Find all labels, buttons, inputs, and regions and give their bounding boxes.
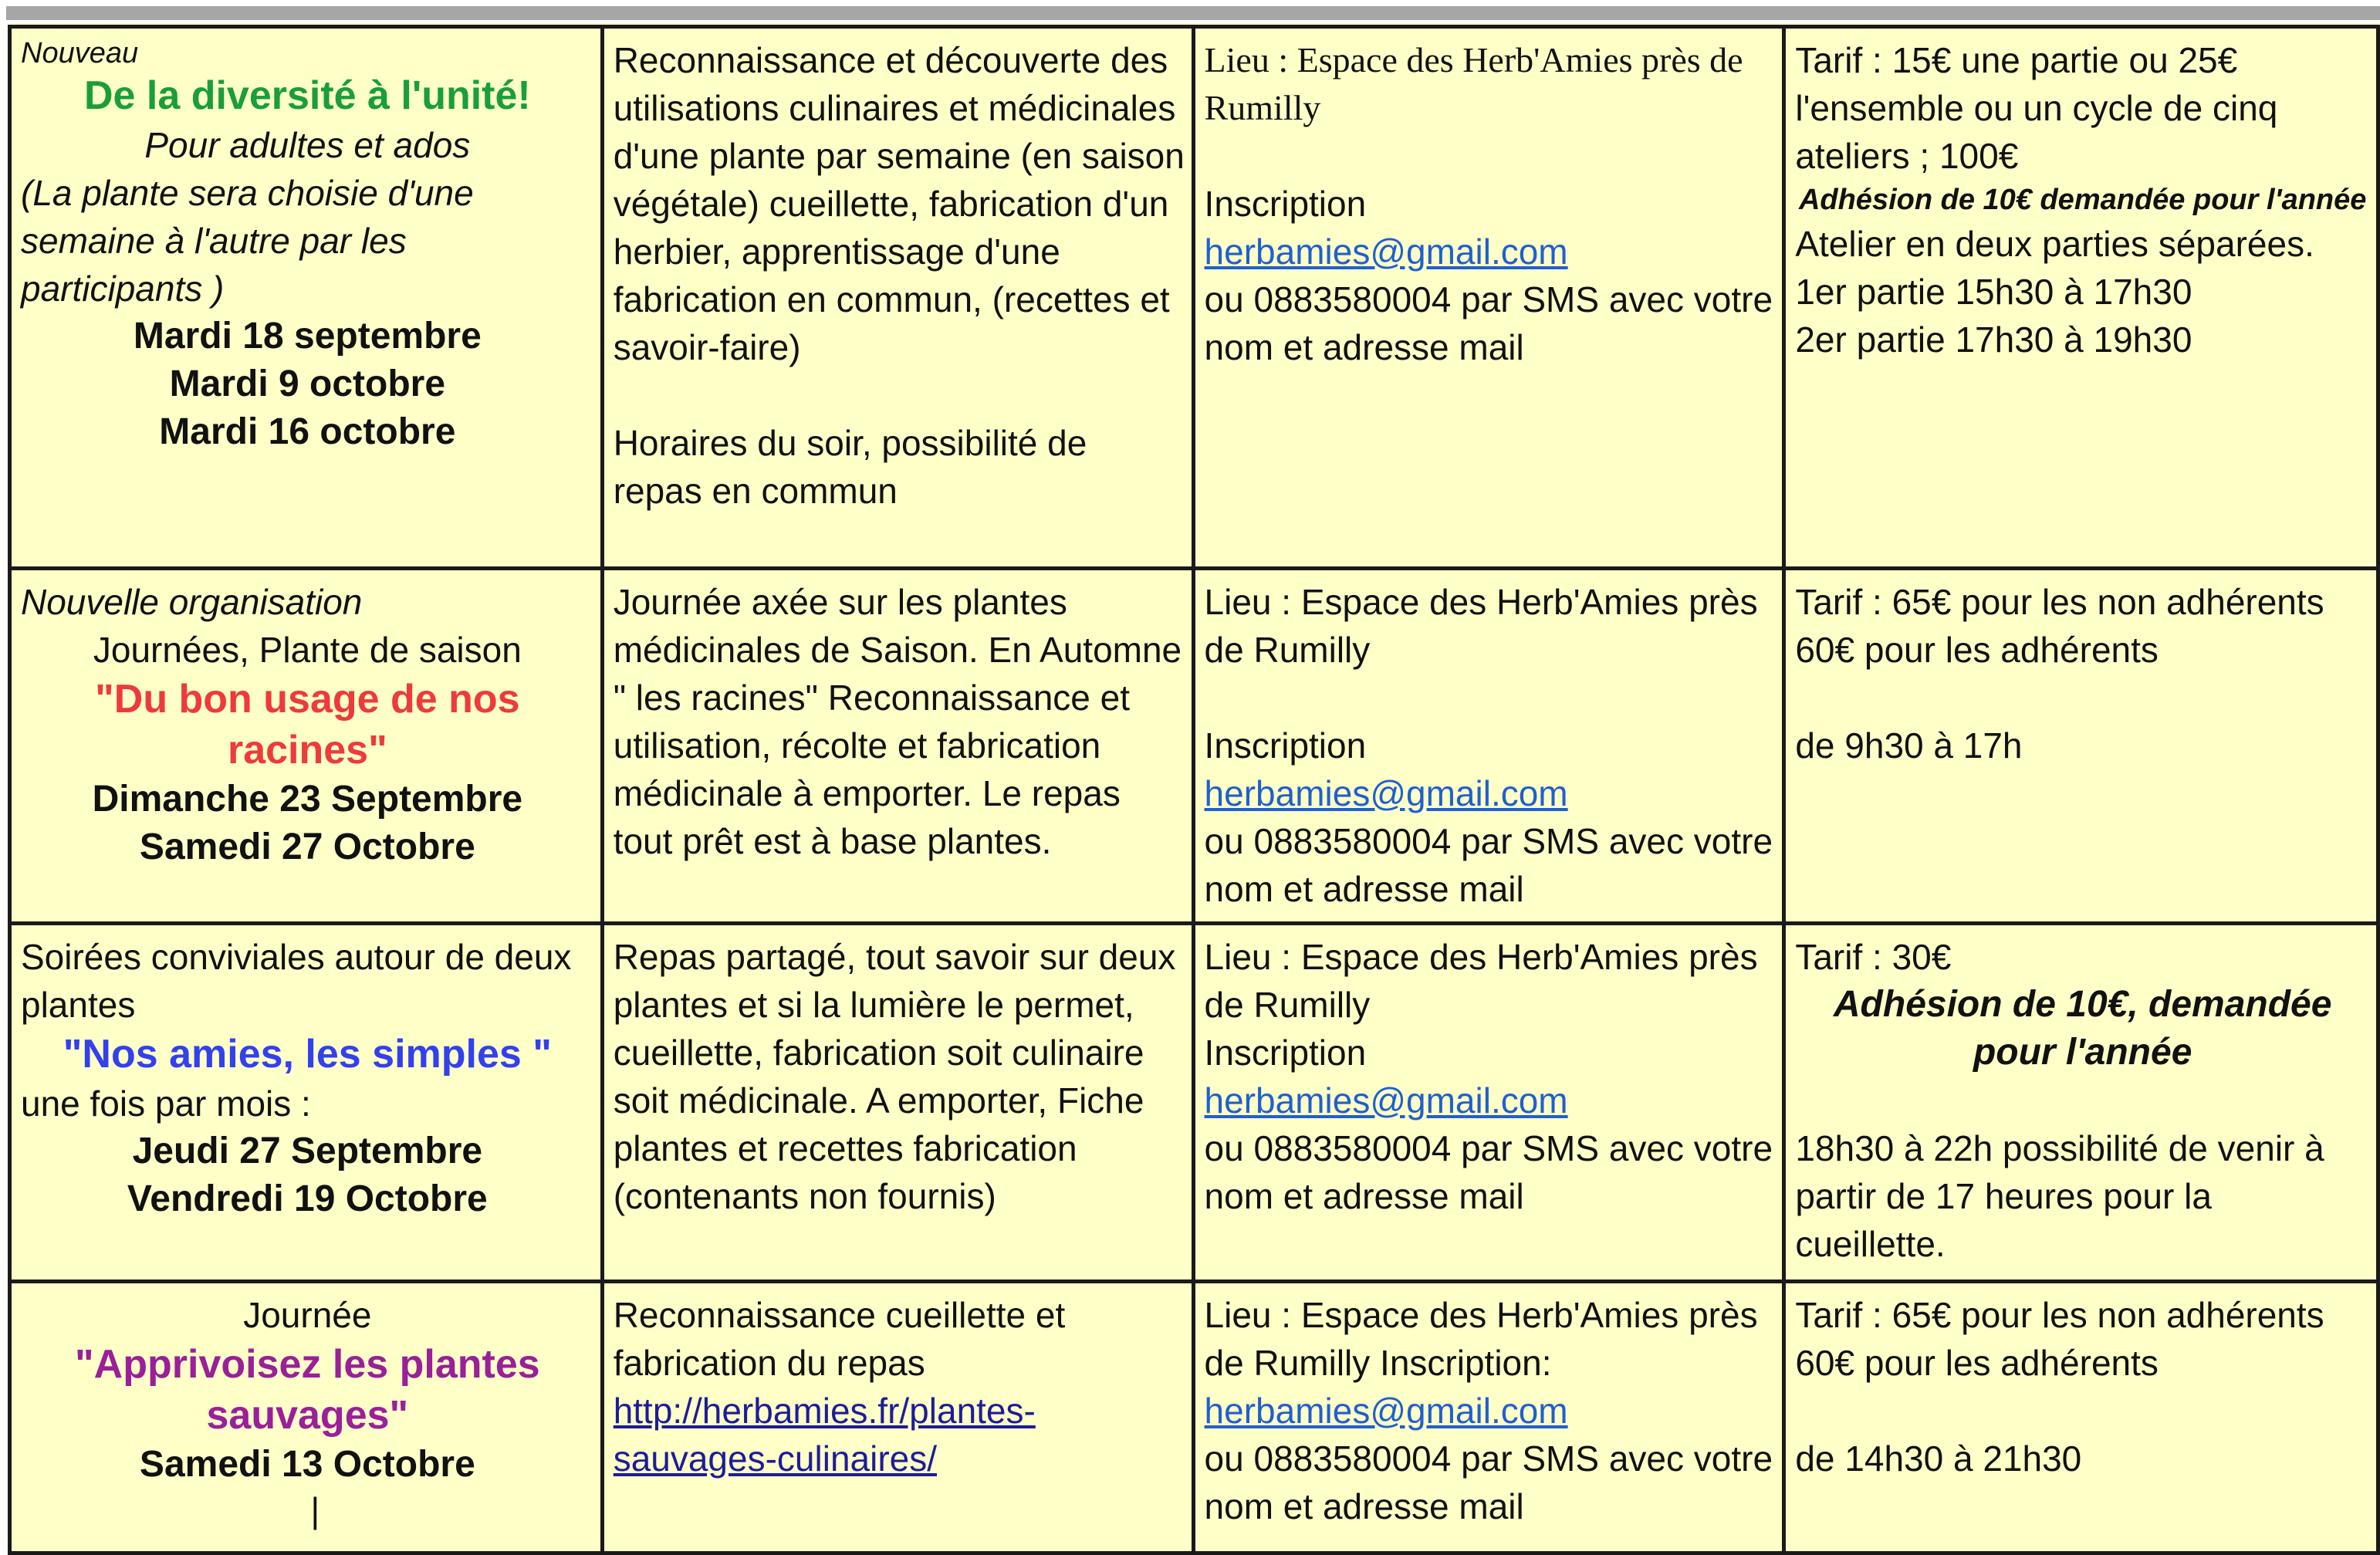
activity-note: (La plante sera choisie d'une semaine à l'autre par les participants ) [21,173,474,309]
inscription-label: Inscription [1204,184,1367,224]
day-tag: Journée [243,1295,372,1335]
description-text: Reconnaissance cueillette et fabrication du repas [613,1295,1066,1383]
activity-cell[interactable] [10,27,603,569]
location-text: Lieu : Espace des Herb'Amies près de Rumilly [1204,937,1758,1025]
description-cell[interactable] [602,27,1193,569]
description-text: Reconnaissance et découverte des utilisations culinaires et médicinales d'une plante par semaine (en saison végétale) cueillette, fabrication d'un herbier, apprentissage d'une fabrication en commun, (recettes et savoir-faire) [613,40,1185,367]
session-date: Mardi 18 septembre [133,316,482,357]
email-link[interactable]: herbamies@gmail.com [1204,1391,1568,1431]
session-date: Mardi 16 octobre [159,411,456,452]
location-cell[interactable] [1193,569,1784,924]
description-cell[interactable] [602,569,1193,924]
description-text: Repas partagé, tout savoir sur deux plantes et si la lumière le permet, cueillette, fabrication soit culinaire soit médicinale. A emporter, Fiche plantes et recettes fabrication (contenants non fournis) [613,937,1176,1216]
inscription-label: Inscription [1204,1033,1367,1073]
price-member: 60€ pour les adhérents [1795,630,2159,670]
phone-text: ou 0883580004 par SMS avec votre nom et adresse mail [1204,1438,1773,1526]
phone-text: ou 0883580004 par SMS avec votre nom et adresse mail [1204,821,1773,909]
activity-subtitle: Journées, Plante de saison [93,630,522,670]
email-link[interactable]: herbamies@gmail.com [1204,1080,1568,1121]
pricing-cell[interactable] [1784,924,2378,1282]
price-member: 60€ pour les adhérents [1795,1343,2159,1383]
location-cell[interactable] [1193,27,1784,569]
pricing-cell[interactable] [1784,1282,2378,1553]
session-date: Mardi 9 octobre [169,363,446,404]
membership-text: Adhésion de 10€, demandée pour l'année [1833,984,2332,1073]
email-link[interactable]: herbamies@gmail.com [1204,773,1568,813]
phone-text: ou 0883580004 par SMS avec votre nom et adresse mail [1204,1128,1773,1216]
session-date: Dimanche 23 Septembre [92,779,523,820]
table-row [10,924,2378,1282]
activity-cell[interactable] [10,569,603,924]
window-top-bar [6,6,2380,20]
location-cell[interactable] [1193,1282,1784,1553]
hours-text: 18h30 à 22h possibilité de venir à partir de 17 heures pour la cueillette. [1795,1128,2324,1264]
pricing-cell[interactable] [1784,569,2378,924]
description-cell[interactable] [602,1282,1193,1553]
location-text: Lieu : Espace des Herb'Amies près de Rumilly [1204,582,1758,670]
description-text-extra: Horaires du soir, possibilité de repas en commun [613,423,1087,511]
activity-cell[interactable] [10,1282,603,1553]
table-row [10,27,2378,569]
pricing-cell[interactable] [1784,27,2378,569]
session-date: Samedi 27 Octobre [139,827,475,867]
location-text: Lieu : Espace des Herb'Amies près de Rumilly [1204,40,1743,127]
schedule-part-1: 1er partie 15h30 à 17h30 [1795,272,2192,312]
table-row [10,1282,2378,1553]
activity-cell[interactable] [10,924,603,1282]
activity-title: "Du bon usage de nos racines" [95,677,520,772]
price-text: Tarif : 15€ une partie ou 25€ l'ensemble ou un cycle de cinq ateliers ; 100€ [1795,40,2278,176]
activity-title: "Nos amies, les simples " [63,1032,552,1077]
new-organisation-tag: Nouvelle organisation [21,582,363,622]
activity-title: De la diversité à l'unité! [83,73,531,118]
frequency-text: une fois par mois : [21,1083,311,1124]
price-non-member: Tarif : 65€ pour les non adhérents [1795,582,2324,622]
workshop-info: Atelier en deux parties séparées. [1795,224,2314,264]
session-date: Jeudi 27 Septembre [132,1131,483,1171]
table-row [10,569,2378,924]
email-link[interactable]: herbamies@gmail.com [1204,232,1568,272]
schedule-part-2: 2er partie 17h30 à 19h30 [1795,319,2192,360]
session-date: Vendredi 19 Octobre [127,1178,488,1219]
hours-text: de 14h30 à 21h30 [1795,1438,2082,1479]
activity-intro: Soirées conviviales autour de deux plantes [21,937,572,1025]
inscription-label: Inscription [1204,725,1367,766]
phone-text: ou 0883580004 par SMS avec votre nom et adresse mail [1204,279,1773,367]
description-cell[interactable] [602,924,1193,1282]
activity-title: "Apprivoisez les plantes sauvages" [75,1342,540,1438]
location-text: Lieu : Espace des Herb'Amies près de Rumilly Inscription: [1204,1295,1758,1383]
price-text: Tarif : 30€ [1795,937,1952,977]
audience-text: Pour adultes et ados [144,125,471,165]
new-tag: Nouveau [21,37,139,69]
price-non-member: Tarif : 65€ pour les non adhérents [1795,1295,2324,1335]
membership-text: Adhésion de 10€ demandée pour l'année [1798,184,2367,216]
website-link[interactable]: http://herbamies.fr/plantes-sauvages-culinaires/ [613,1391,1036,1479]
session-date: Samedi 13 Octobre [139,1444,475,1485]
hours-text: de 9h30 à 17h [1795,725,2023,766]
text-cursor: | [310,1490,320,1530]
location-cell[interactable] [1193,924,1784,1282]
workshop-table [8,25,2380,1555]
description-text: Journée axée sur les plantes médicinales de Saison. En Automne " les racines" Reconnaissance et utilisation, récolte et fabrication médicinale à emporter. Le repas tout prêt est à base plantes. [613,582,1182,861]
